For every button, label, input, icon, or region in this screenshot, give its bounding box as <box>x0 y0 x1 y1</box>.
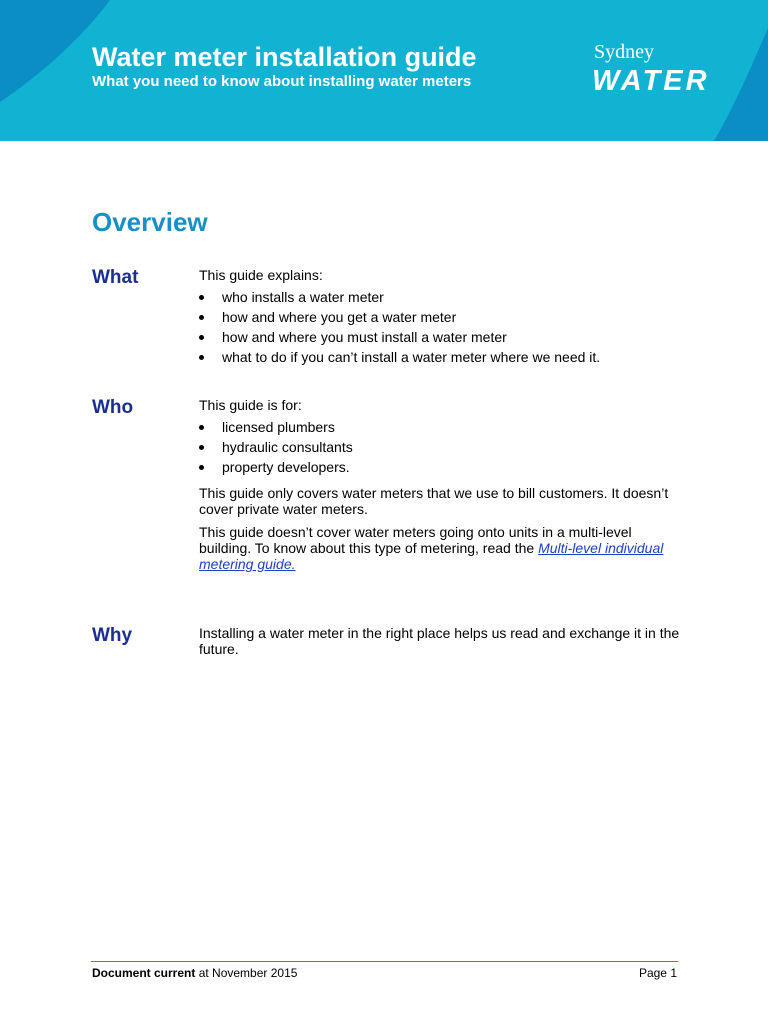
section-body-what <box>199 267 685 367</box>
bullet-icon <box>199 355 204 360</box>
section-heading-what: What <box>92 267 139 288</box>
bullet-icon <box>199 425 204 430</box>
footer-bold-label: Document current <box>92 966 196 980</box>
section-heading-who: Who <box>92 397 134 418</box>
list-item: how and where you get a water meter <box>199 307 685 327</box>
bullet-icon <box>199 295 204 300</box>
list-item: what to do if you can’t install a water meter where we need it. <box>199 347 685 367</box>
list-item: hydraulic consultants <box>199 437 685 457</box>
footer-date-text: at November 2015 <box>195 966 298 980</box>
who-intro: This guide is for: <box>199 397 302 413</box>
why-text: Installing a water meter in the right place helps us read and exchange it in the future. <box>199 625 680 657</box>
who-list <box>199 417 685 477</box>
multi-level-metering-guide-link[interactable]: Multi-level individual metering guide. <box>199 540 664 572</box>
what-intro: This guide explains: <box>199 267 323 283</box>
document-title: Water meter installation guide <box>92 42 477 72</box>
who-multilevel-note: This guide doesn’t cover water meters going onto units in a multi-level building. To know about this type of metering, read the Multi-level individual metering guide. <box>199 524 664 572</box>
logo-water-wordmark <box>592 64 724 96</box>
list-item: licensed plumbers <box>199 417 685 437</box>
page-number: Page 1 <box>638 966 677 980</box>
overview-heading: Overview <box>92 207 208 237</box>
who-scope-note: This guide only covers water meters that we use to bill customers. It doesn’t cover private water meters. <box>199 485 669 517</box>
footer-divider <box>91 961 678 962</box>
header-banner <box>0 0 768 141</box>
footer-document-date <box>92 966 297 980</box>
sydney-water-logo <box>592 40 732 96</box>
section-body-who <box>199 397 685 572</box>
list-item: property developers. <box>199 457 685 477</box>
what-list <box>199 287 685 367</box>
bullet-icon <box>199 465 204 470</box>
section-heading-why: Why <box>92 625 133 646</box>
bullet-icon <box>199 335 204 340</box>
list-item: who installs a water meter <box>199 287 685 307</box>
section-body-why <box>199 625 685 657</box>
document-subtitle: What you need to know about installing water meters <box>92 73 472 90</box>
bullet-icon <box>199 315 204 320</box>
logo-text-sydney: Sydney <box>594 41 654 63</box>
list-item: how and where you must install a water meter <box>199 327 685 347</box>
logo-text-water: WATER <box>592 65 710 96</box>
bullet-icon <box>199 445 204 450</box>
